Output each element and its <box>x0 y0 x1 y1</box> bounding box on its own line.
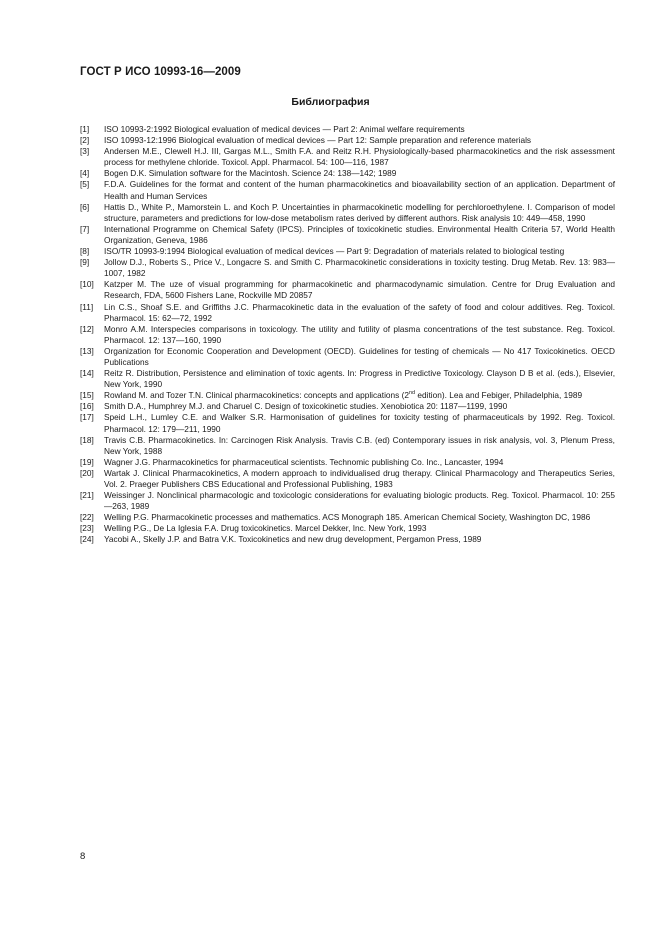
reference-text: Wartak J. Clinical Pharmacokinetics, A modern approach to individualised drug therapy. Clinical Pharmacology and Therapeutics Series, Vol. 2. Praeger Publishers CBS Educational and Professional Publishing, 1983 <box>104 467 615 489</box>
reference-number: [1] <box>80 124 90 134</box>
reference-text: Smith D.A., Humphrey M.J. and Charuel C. Design of toxicokinetic studies. Xenobiotica 20: 1187—1199, 1990 <box>104 401 508 412</box>
reference-item <box>80 435 615 457</box>
reference-number: [20] <box>80 467 94 478</box>
reference-number: [2] <box>80 135 90 146</box>
reference-text: Welling P.G. Pharmacokinetic processes and mathematics. ACS Monograph 185. American Chemical Society, Washington DC, 1986 <box>104 512 591 523</box>
reference-text: Katzper M. The uze of visual programming for pharmacokinetic and pharmacodynamic simulation. Centre for Drug Evaluation and Research, FDA, 5600 Fishers Lane, Rockville MD 20857 <box>104 279 615 301</box>
bibliography-title: Библиография <box>291 96 370 108</box>
reference-item <box>80 168 615 179</box>
reference-item <box>80 490 615 512</box>
reference-item <box>80 390 615 401</box>
reference-text: Speid L.H., Lumley C.E. and Walker S.R. Harmonisation of guidelines for toxicity testing of pharmaceuticals by 1992. Reg. Toxicol. Pharmacol. 12: 179—211, 1990 <box>104 412 615 434</box>
reference-number: [10] <box>80 279 94 290</box>
reference-item <box>80 257 615 279</box>
reference-text: Monro A.M. Interspecies comparisons in toxicology. The utility and futility of plasma concentrations of the test substance. Reg. Toxicol. Pharmacol. 12: 137—160, 1990 <box>104 323 615 345</box>
reference-item <box>80 324 615 346</box>
reference-text: ISO 10993-12:1996 Biological evaluation of medical devices — Part 12: Sample preparation and reference materials <box>104 135 532 146</box>
reference-text: Organization for Economic Cooperation and Development (OECD). Guidelines for testing of chemicals — No 417 Toxicokinetics. OECD Publications <box>104 345 615 367</box>
reference-number: [18] <box>80 434 94 445</box>
reference-item <box>80 124 615 135</box>
reference-text: Yacobi A., Skelly J.P. and Batra V.K. Toxicokinetics and new drug development, Pergamon Press, 1989 <box>104 534 482 545</box>
reference-text: Travis C.B. Pharmacokinetics. In: Carcinogen Risk Analysis. Travis C.B. (ed) Contemporary issues in risk analysis, vol. 3, Plenum Press, New York, 1988 <box>104 434 615 456</box>
reference-item <box>80 368 615 390</box>
reference-number: [3] <box>80 146 90 157</box>
reference-number: [15] <box>80 390 94 401</box>
reference-list <box>80 124 615 546</box>
ordinal-superscript: nd <box>409 390 416 397</box>
reference-number: [12] <box>80 323 94 334</box>
reference-item <box>80 457 615 468</box>
reference-number: [24] <box>80 534 94 545</box>
reference-item <box>80 401 615 412</box>
reference-number: [13] <box>80 345 94 356</box>
reference-number: [5] <box>80 179 90 190</box>
reference-text-part: edition). Lea and Febiger, Philadelphia, 1989 <box>415 390 583 401</box>
reference-text: F.D.A. Guidelines for the format and content of the human pharmacokinetics and bioavailability section of an application. Department of Health and Human Services <box>104 179 615 201</box>
reference-number: [14] <box>80 368 94 379</box>
reference-text: Bogen D.K. Simulation software for the Macintosh. Science 24: 138—142; 1989 <box>104 168 397 179</box>
standard-code: ГОСТ Р ИСО 10993-16—2009 <box>80 66 241 78</box>
reference-item <box>80 146 615 168</box>
reference-number: [17] <box>80 412 94 423</box>
reference-item <box>80 512 615 523</box>
reference-item <box>80 224 615 246</box>
reference-number: [16] <box>80 401 94 412</box>
reference-item <box>80 135 615 146</box>
reference-text: Andersen M.E., Clewell H.J. III, Gargas M.L., Smith F.A. and Reitz R.H. Physiologically-based pharmacokinetics and the risk assessment process for methylene chloride. Toxicol. Appl. Pharmacol. 54: 100—116, 1987 <box>104 146 615 168</box>
reference-text <box>104 390 615 401</box>
reference-text: Wagner J.G. Pharmacokinetics for pharmaceutical scientists. Technomic publishing Co. Inc., Lancaster, 1994 <box>104 456 504 467</box>
reference-item <box>80 412 615 434</box>
reference-text: Lin C.S., Shoaf S.E. and Griffiths J.C. Pharmacokinetic data in the evaluation of the safety of food and colour additives. Reg. Toxicol. Pharmacol. 15: 62—72, 1992 <box>104 301 615 323</box>
reference-number: [11] <box>80 301 94 312</box>
reference-number: [9] <box>80 257 90 268</box>
reference-item <box>80 302 615 324</box>
reference-text: Weissinger J. Nonclinical pharmacologic and toxicologic considerations for evaluating biologic products. Reg. Toxicol. Pharmacol. 10: 255—263, 1989 <box>104 490 615 512</box>
reference-text: Welling P.G., De La Iglesia F.A. Drug toxicokinetics. Marcel Dekker, Inc. New York, 1993 <box>104 523 427 534</box>
reference-number: [4] <box>80 168 90 179</box>
reference-text-part: Rowland M. and Tozer T.N. Clinical pharmacokinetics: concepts and applications (2 <box>104 390 409 401</box>
reference-number: [22] <box>80 512 94 523</box>
reference-text: Hattis D., White P., Mamorstein L. and Koch P. Uncertainties in pharmacokinetic modelling for perchloroethylene. I. Comparison of model structure, parameters and predictions for low-dose metabolism rates derived by different authors. Risk analysis 10: 449—458, 1990 <box>104 201 615 223</box>
reference-item <box>80 246 615 257</box>
reference-item <box>80 279 615 301</box>
reference-item <box>80 534 615 545</box>
page-number: 8 <box>80 851 86 862</box>
reference-number: [7] <box>80 223 90 234</box>
reference-number: [6] <box>80 201 90 212</box>
reference-number: [19] <box>80 456 94 467</box>
reference-item <box>80 202 615 224</box>
reference-item <box>80 179 615 201</box>
reference-number: [23] <box>80 523 94 534</box>
reference-number: [21] <box>80 490 94 501</box>
reference-text: International Programme on Chemical Safety (IPCS). Principles of toxicokinetic studies. Environmental Health Criteria 57, World Health Organization, Geneva, 1986 <box>104 223 615 245</box>
reference-number: [8] <box>80 246 90 257</box>
reference-text: ISO/TR 10993-9:1994 Biological evaluation of medical devices — Part 9: Degradation of materials related to biological testing <box>104 246 565 257</box>
reference-item <box>80 468 615 490</box>
reference-item <box>80 523 615 534</box>
reference-item <box>80 346 615 368</box>
reference-text: ISO 10993-2:1992 Biological evaluation of medical devices — Part 2: Animal welfare requirements <box>104 124 465 134</box>
reference-text: Reitz R. Distribution, Persistence and elimination of toxic agents. In: Progress in Predictive Toxicology. Clayson D B et al. (eds.), Elsevier, New York, 1990 <box>104 368 615 390</box>
reference-text: Jollow D.J., Roberts S., Price V., Longacre S. and Smith C. Pharmacokinetic considerations in toxicity testing. Drug Metab. Rev. 13: 983—1007, 1982 <box>104 257 615 279</box>
